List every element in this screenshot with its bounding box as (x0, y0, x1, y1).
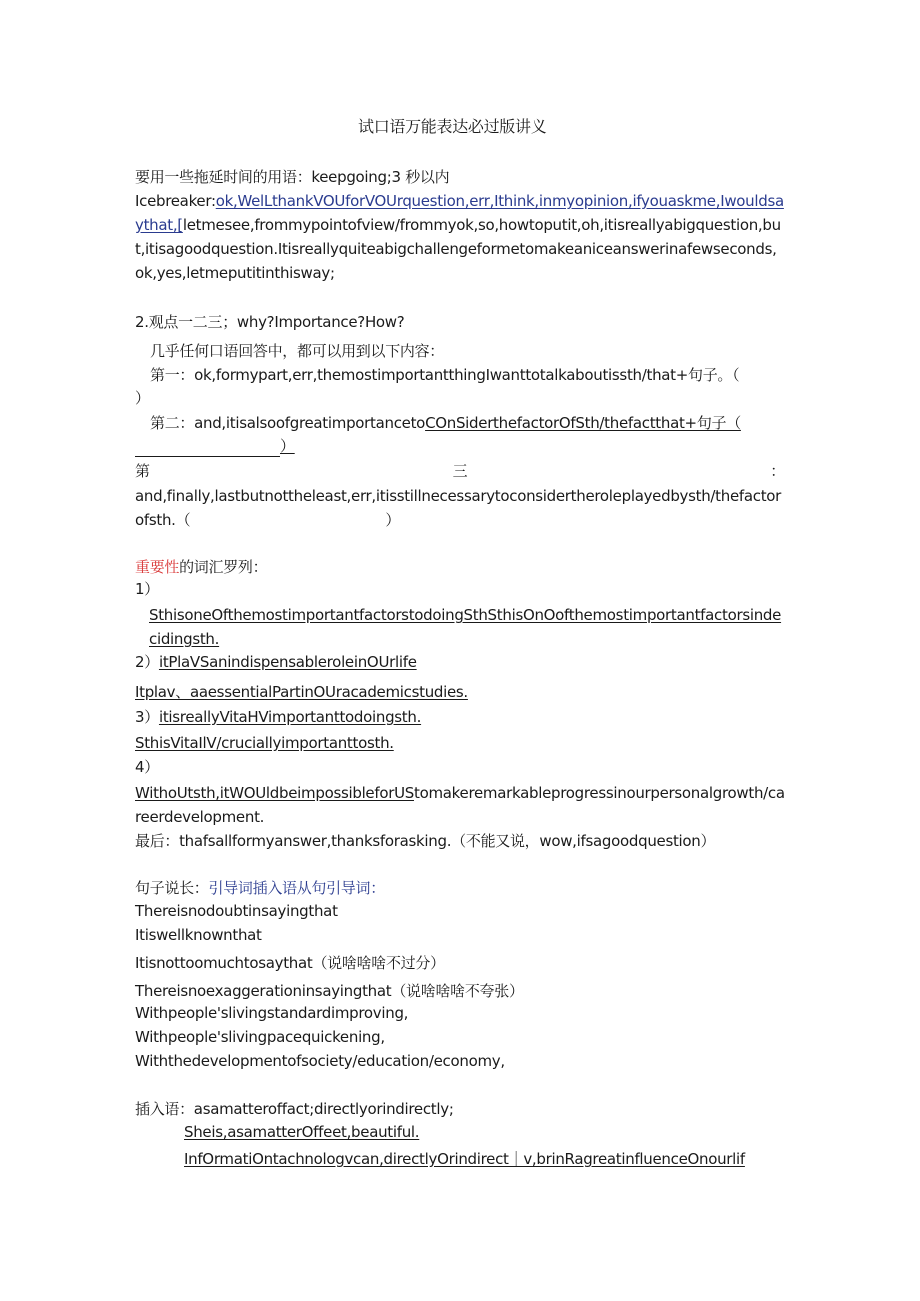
point-second-lead: 第二：and,itisalsoofgreatimportanceto (150, 414, 426, 432)
icebreaker-paragraph (135, 189, 785, 285)
lengthen-heading-blue: 引导词插入语从句引导词： (208, 879, 385, 897)
point-second (150, 412, 741, 434)
lengthen-line: Withpeople'slivingpacequickening, (135, 1028, 385, 1046)
point-third-b: 三 (452, 462, 468, 480)
point-third-c: ： (770, 462, 785, 480)
item-number-3: 3） (135, 708, 159, 726)
parenthetical-heading: 插入语：asamatteroffact;directlyorindirectly; (135, 1100, 454, 1118)
item-number-2: 2） (135, 653, 159, 671)
point-first-close: ） (135, 389, 150, 407)
icebreaker-rest: letmesee,frommypointofview/frommyok,so,howtoputit,oh,itisreallyabigquestion,but,itisagoodquestion.Itisreallyquiteabigchallengeformetomakeaniceanswerinafewseconds,ok,yes,letmeputitinthisway; (135, 216, 781, 282)
lengthen-line: Withthedevelopmentofsociety/education/economy, (135, 1052, 505, 1070)
point-second-close: ） (280, 437, 295, 455)
importance-item-3a: itisreallyVitaHVimportanttodoingsth. (158, 708, 422, 726)
importance-heading-red: 重要性 (135, 558, 180, 576)
icebreaker-blue-text: ok,WelLthankVOUforVOUrquestion,err,Ithink,inmyopinion,ifyouaskme,Iwouldsaythat,[ (135, 192, 784, 234)
importance-heading-rest: 的词汇罗列： (179, 558, 268, 576)
blank-line (135, 438, 280, 457)
points-heading: 2.观点一二三；why?Importance?How? (135, 313, 405, 331)
lengthen-line: Thereisnodoubtinsayingthat (135, 902, 338, 920)
lengthen-line: Itisnottoomuchtosaythat（说啥啥啥不过分） (135, 954, 445, 972)
point-second-blank (135, 435, 295, 457)
lengthen-heading-a: 句子说长： (135, 879, 209, 897)
importance-item-3a-row (135, 706, 421, 728)
item-number-1: 1） (135, 580, 159, 598)
lengthen-line: Itiswellknownthat (135, 926, 262, 944)
importance-item-3b: SthisVitaIlV/cruciallyimportanttosth. (135, 734, 394, 752)
importance-item-2a: itPlaVSanindispensableroleinOUrlife (158, 653, 417, 671)
point-third-close: ） (385, 511, 401, 529)
delay-heading: 要用一些拖延时间的用语：keepgoing;3 秒以内 (135, 168, 450, 186)
importance-heading (135, 556, 267, 578)
point-third-row (135, 460, 785, 482)
lengthen-heading (135, 877, 385, 899)
lengthen-line: Thereisnoexaggerationinsayingthat（说啥啥啥不夸张） (135, 982, 524, 1000)
importance-item-2a-row (135, 651, 417, 673)
point-third-a: 第 (135, 462, 150, 480)
point-first: 第一：ok,formypart,err,themostimportantthingIwanttotalkaboutissth/that+句子。（ (150, 366, 740, 384)
importance-item-4-rest: tomakeremarkableprogressinourpersonalgrowth/careerdevelopment. (135, 784, 785, 826)
parenthetical-example-2: InfOrmatiOntachnologvcan,directlyOrindirect｜v,brinRagreatinfluenceOnourlif (184, 1150, 745, 1168)
importance-item-4-underlined: WithoUtsth,itWOUldbeimpossibleforUS (135, 784, 414, 802)
importance-item-2b: Itplav、aaessentialPartinOUracademicstudies. (135, 683, 468, 701)
item-number-4: 4） (135, 758, 159, 776)
importance-item-4 (135, 781, 785, 829)
points-intro: 几乎任何口语回答中，都可以用到以下内容： (150, 342, 445, 360)
page-title: 试口语万能表达必过版讲义 (358, 117, 547, 136)
parenthetical-example-1: Sheis,asamatterOffeet,beautiful. (184, 1123, 420, 1141)
importance-item-1: SthisoneOfthemostimportantfactorstodoingSthSthisOnOofthemostimportantfactorsindecidingsth. (149, 606, 782, 648)
closing-line: 最后：thafsallformyanswer,thanksforasking.（不能又说，wow,ifsagoodquestion） (135, 832, 716, 850)
lengthen-line: Withpeople'slivingstandardimproving, (135, 1004, 409, 1022)
point-third-text: and,finally,lastbutnottheleast,err,itisstillnecessarytoconsidertheroleplayedbysth/thefactorofsth.（ (135, 487, 782, 529)
point-second-underlined: COnSiderthefactorOfSth/thefactthat+句子（ (425, 414, 741, 432)
icebreaker-label: Icebreaker: (135, 192, 216, 210)
point-third-body (135, 484, 785, 532)
